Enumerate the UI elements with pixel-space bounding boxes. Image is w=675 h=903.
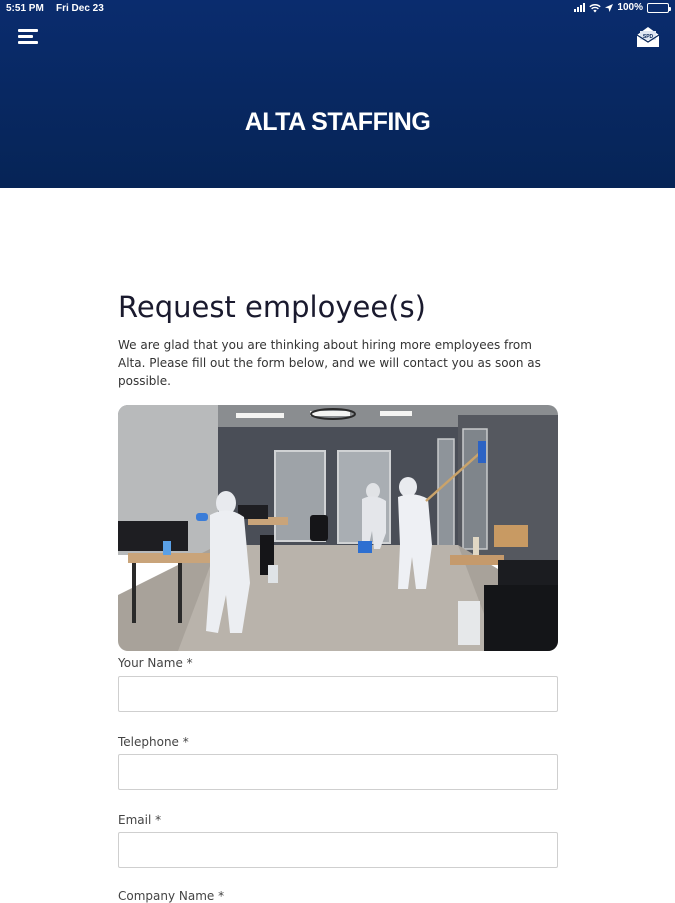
email-input[interactable]: [118, 832, 558, 868]
email-label: Email *: [118, 813, 162, 827]
svg-text:SPD: SPD: [642, 34, 654, 40]
status-indicators: [574, 2, 669, 13]
wifi-icon: [589, 3, 601, 13]
app-header: [0, 0, 675, 188]
intro-text: We are glad that you are thinking about hiring more employees from Alta. Please fill out the form below, and we will contact you as soon as possible.: [118, 338, 541, 388]
cellular-signal-icon: [574, 3, 585, 12]
hamburger-menu-icon[interactable]: [18, 29, 38, 45]
battery-icon: [647, 3, 669, 13]
your-name-input[interactable]: [118, 676, 558, 712]
status-time: 5:51 PM: [6, 3, 44, 14]
page-title: Request employee(s): [118, 290, 426, 324]
main-content: [118, 290, 558, 390]
company-name-label: Company Name *: [118, 889, 225, 903]
brand-title: ALTA STAFFING: [244, 108, 431, 136]
location-arrow-icon: [605, 4, 613, 12]
office-photo: [118, 405, 558, 651]
office-cleaning-image: [118, 405, 558, 651]
telephone-input[interactable]: [118, 754, 558, 790]
telephone-label: Telephone *: [118, 735, 189, 749]
status-date: Fri Dec 23: [56, 3, 104, 14]
status-bar: [0, 0, 675, 18]
your-name-label: Your Name *: [118, 656, 193, 670]
battery-percent: 100%: [617, 2, 643, 13]
envelope-icon[interactable]: [636, 26, 660, 48]
